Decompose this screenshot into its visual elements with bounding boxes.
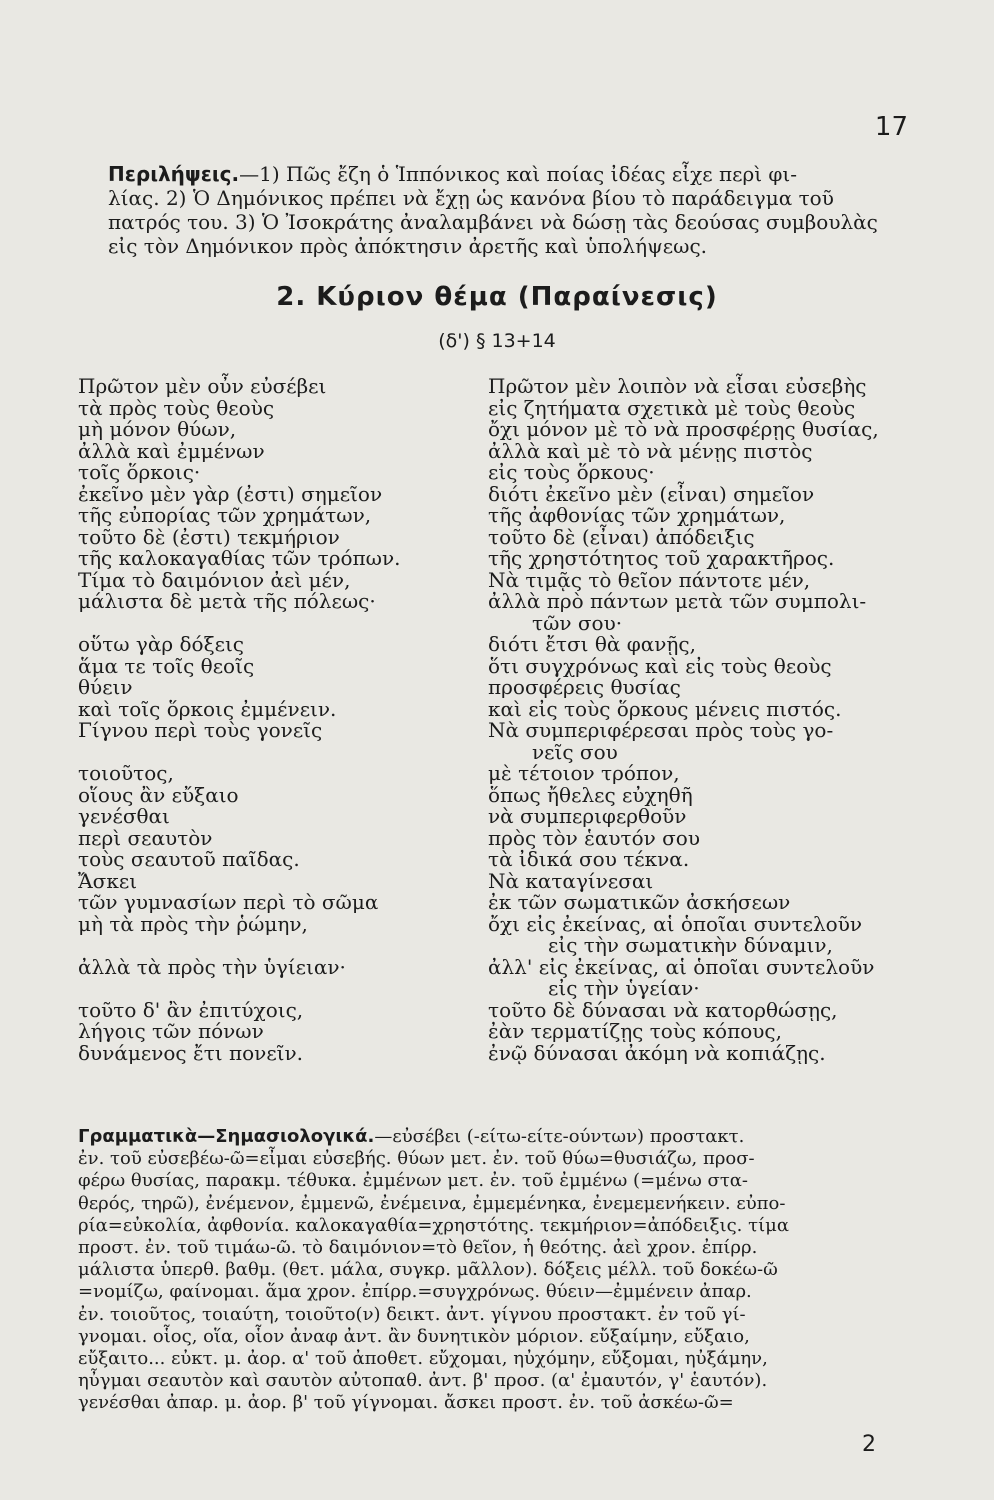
translation-line: ἐὰν τερματίζῃς τοὺς κόπους, <box>488 1019 782 1043</box>
original-line: οὕτω γὰρ δόξεις <box>78 632 245 656</box>
summaries-line-1: —1) Πῶς ἔζη ὁ Ἱππόνικος καὶ ποίας ἰδέας εἶχε περὶ φι- <box>239 162 798 186</box>
original-line: δυνάμενος ἔτι πονεῖν. <box>78 1040 304 1065</box>
original-line <box>78 742 478 764</box>
grammar-line: ἐν. τοῦ εὐσεβέω-ῶ=εἶμαι εὐσεβής. θύων μετ. ἐν. τοῦ θύω=θυσιάζω, προσ- <box>78 1148 755 1170</box>
original-line: ἐκεῖνο μὲν γὰρ (ἐστι) σημεῖον <box>78 481 383 506</box>
grammar-line: εὔξαιτο... εὐκτ. μ. ἀορ. α' τοῦ ἀποθετ. εὔχομαι, ηὐχόμην, εὔξομαι, ηὐξάμην, <box>78 1348 768 1370</box>
greek-original-column <box>78 376 478 1064</box>
translation-column <box>488 376 908 1064</box>
translation-line: Νὰ καταγίνεσαι <box>488 868 654 893</box>
translation-line: ὅπως ἤθελες εὐχηθῆ <box>488 782 693 807</box>
grammar-line: ρία=εὐκολία, ἀφθονία. καλοκαγαθία=χρηστότης. τεκμήριον=ἀπόδειξις. τίμα <box>78 1214 789 1236</box>
original-line: λήγοις τῶν πόνων <box>78 1019 264 1043</box>
grammar-line: προστ. ἐν. τοῦ τιμάω-ῶ. τὸ δαιμόνιον=τὸ θεῖον, ἡ θεότης. ἀεὶ χρον. ἐπίρρ. <box>78 1237 758 1259</box>
original-line: περὶ σεαυτὸν <box>78 825 213 850</box>
original-line: Πρῶτον μὲν οὖν εὐσέβει <box>78 374 327 398</box>
grammar-notes <box>78 1126 904 1415</box>
original-line: τῆς καλοκαγαθίας τῶν τρόπων. <box>78 546 401 570</box>
original-line: τοῦτο δὲ (ἐστι) τεκμήριον <box>78 524 340 549</box>
translation-line: ὅτι συγχρόνως καὶ εἰς τοὺς θεοὺς <box>488 653 832 678</box>
translation-line: πρὸς τὸν ἑαυτόν σου <box>488 825 700 850</box>
original-line: Τίμα τὸ δαιμόνιον ἀεὶ μέν, <box>78 567 351 592</box>
section-subtitle: (δ') § 13+14 <box>438 330 556 352</box>
grammar-heading: Γραμματικὰ—Σημασιολογικά. <box>78 1126 375 1147</box>
summaries-line-4: εἰς τὸν Δημόνικον πρὸς ἀπόκτησιν ἀρετῆς καὶ ὑπολήψεως. <box>108 234 708 258</box>
original-line: μάλιστα δὲ μετὰ τῆς πόλεως· <box>78 589 376 613</box>
translation-line: προσφέρεις θυσίας <box>488 675 681 699</box>
original-line: ἀλλὰ τὰ πρὸς τὴν ὑγίειαν· <box>78 954 346 979</box>
translation-line: Νὰ τιμᾷς τὸ θεῖον πάντοτε μέν, <box>488 567 811 592</box>
original-line: τοὺς σεαυτοῦ παῖδας. <box>78 847 300 871</box>
translation-line: τῆς χρηστότητος τοῦ χαρακτῆρος. <box>488 546 835 570</box>
original-line: Γίγνου περὶ τοὺς γονεῖς <box>78 718 323 742</box>
translation-line: εἰς τοὺς ὅρκους· <box>488 460 655 484</box>
original-line: Ἄσκει <box>78 868 138 893</box>
original-line: οἵους ἂν εὔξαιο <box>78 782 239 807</box>
translation-line: ἀλλὰ καὶ μὲ τὸ νὰ μένῃς πιστὸς <box>488 438 813 463</box>
translation-line: ὄχι εἰς ἐκείνας, αἱ ὁποῖαι συντελοῦν <box>488 911 863 936</box>
original-line: τῆς εὐπορίας τῶν χρημάτων, <box>78 503 372 527</box>
translation-line: ἀλλὰ πρὸ πάντων μετὰ τῶν συμπολι- <box>488 589 867 613</box>
original-line: μὴ τὰ πρὸς τὴν ῥώμην, <box>78 911 308 936</box>
summaries-line-3: πατρός του. 3) Ὁ Ἰσοκράτης ἀναλαμβάνει νὰ δώσῃ τὰς δεούσας συμβουλὰς <box>108 210 878 234</box>
grammar-line: γνομαι. οἷος, οἵα, οἷον ἀναφ ἀντ. ἂν δυνητικὸν μόριον. εὔξαίμην, εὔξαιο, <box>78 1325 750 1347</box>
translation-line: ἐκ τῶν σωματικῶν ἀσκήσεων <box>488 890 791 914</box>
translation-line: νεῖς σου <box>532 739 618 764</box>
grammar-line: ἐν. τοιοῦτος, τοιαύτη, τοιοῦτο(ν) δεικτ. ἀντ. γίγνου προστακτ. ἐν τοῦ γί- <box>78 1303 746 1325</box>
translation-line: Νὰ συμπεριφέρεσαι πρὸς τοὺς γο- <box>488 718 834 742</box>
translation-line: ἀλλ' εἰς ἐκείνας, αἱ ὁποῖαι συντελοῦν <box>488 954 875 979</box>
original-line: μὴ μόνον θύων, <box>78 417 237 441</box>
translation-line: καὶ εἰς τοὺς ὅρκους μένεις πιστός. <box>488 696 842 721</box>
original-line: τοῖς ὅρκοις· <box>78 460 201 484</box>
original-line: τὰ πρὸς τοὺς θεοὺς <box>78 395 275 420</box>
translation-line: εἰς τὴν ὑγείαν· <box>548 976 700 1000</box>
translation-line: τῶν σου· <box>532 610 623 635</box>
grammar-lines <box>78 1148 904 1414</box>
grammar-line: =νομίζω, φαίνομαι. ἅμα χρον. ἐπίρρ.=συγχρόνως. θύειν—ἐμμένειν ἀπαρ. <box>78 1281 752 1303</box>
translation-line: ἐνῷ δύνασαι ἀκόμη νὰ κοπιάζῃς. <box>488 1040 826 1065</box>
grammar-line: ηὖγμαι σεαυτὸν καὶ σαυτὸν αὐτοπαθ. ἀντ. β' προσ. (α' ἐμαυτόν, γ' ἑαυτόν). <box>78 1370 768 1392</box>
page-number: 17 <box>874 112 908 142</box>
translation-line: νὰ συμπεριφερθοῦν <box>488 804 687 828</box>
original-line: καὶ τοῖς ὅρκοις ἐμμένειν. <box>78 696 337 721</box>
original-line: τῶν γυμνασίων περὶ τὸ σῶμα <box>78 890 379 914</box>
translation-line: διότι ἐκεῖνο μὲν (εἶναι) σημεῖον <box>488 481 815 506</box>
translation-line: τοῦτο δὲ δύνασαι νὰ κατορθώσῃς, <box>488 997 838 1022</box>
translation-line: μὲ τέτοιον τρόπον, <box>488 761 680 785</box>
original-line: τοιοῦτος, <box>78 761 174 785</box>
original-line: τοῦτο δ' ἂν ἐπιτύχοις, <box>78 997 304 1022</box>
original-line <box>78 613 478 635</box>
translation-line: εἰς ζητήματα σχετικὰ μὲ τοὺς θεοὺς <box>488 395 856 420</box>
original-line: ἀλλὰ καὶ ἐμμένων <box>78 438 265 463</box>
translation-line: διότι ἔτσι θὰ φανῇς, <box>488 632 696 656</box>
grammar-line: γενέσθαι ἀπαρ. μ. ἀορ. β' τοῦ γίγνομαι. ἄσκει προστ. ἐν. τοῦ ἀσκέω-ῶ= <box>78 1392 734 1414</box>
original-line <box>78 978 478 1000</box>
original-line: ἅμα τε τοῖς θεοῖς <box>78 653 255 678</box>
grammar-line: φέρω θυσίας, παρακμ. τέθυκα. ἐμμένων μετ. ἐν. τοῦ ἐμμένω (=μένω στα- <box>78 1170 749 1192</box>
summaries-line-2: λίας. 2) Ὁ Δημόνικος πρέπει νὰ ἔχῃ ὡς κανόνα βίου τὸ παράδειγμα τοῦ <box>108 186 834 210</box>
summaries-label: Περιλήψεις. <box>108 162 240 186</box>
grammar-line: θερός, τηρῶ), ἐνέμενον, ἐμμενῶ, ἐνέμεινα, ἐμμεμένηκα, ἐνεμεμενήκειν. εὐπο- <box>78 1192 786 1214</box>
translation-line: Πρῶτον μὲν λοιπὸν νὰ εἶσαι εὐσεβὴς <box>488 374 867 398</box>
translation-line: τοῦτο δὲ (εἶναι) ἀπόδειξις <box>488 524 755 549</box>
original-line: γενέσθαι <box>78 804 170 828</box>
original-line <box>78 935 478 957</box>
translation-line: τῆς ἀφθονίας τῶν χρημάτων, <box>488 503 786 527</box>
original-line: θύειν <box>78 675 133 699</box>
section-title: 2. Κύριον θέμα (Παραίνεσις) <box>276 282 718 312</box>
translation-line: ὄχι μόνον μὲ τὸ νὰ προσφέρῃς θυσίας, <box>488 417 879 441</box>
translation-line: εἰς τὴν σωματικὴν δύναμιν, <box>548 933 833 957</box>
translation-line: τὰ ἰδικά σου τέκνα. <box>488 847 690 871</box>
signature-mark: 2 <box>862 1432 876 1457</box>
summaries-block <box>108 162 908 258</box>
grammar-line: μάλιστα ὑπερθ. βαθμ. (θετ. μάλα, συγκρ. μᾶλλον). δόξεις μέλλ. τοῦ δοκέω-ῶ <box>78 1259 778 1281</box>
grammar-line-1: —εὐσέβει (-είτω-είτε-ούντων) προστακτ. <box>374 1126 745 1147</box>
